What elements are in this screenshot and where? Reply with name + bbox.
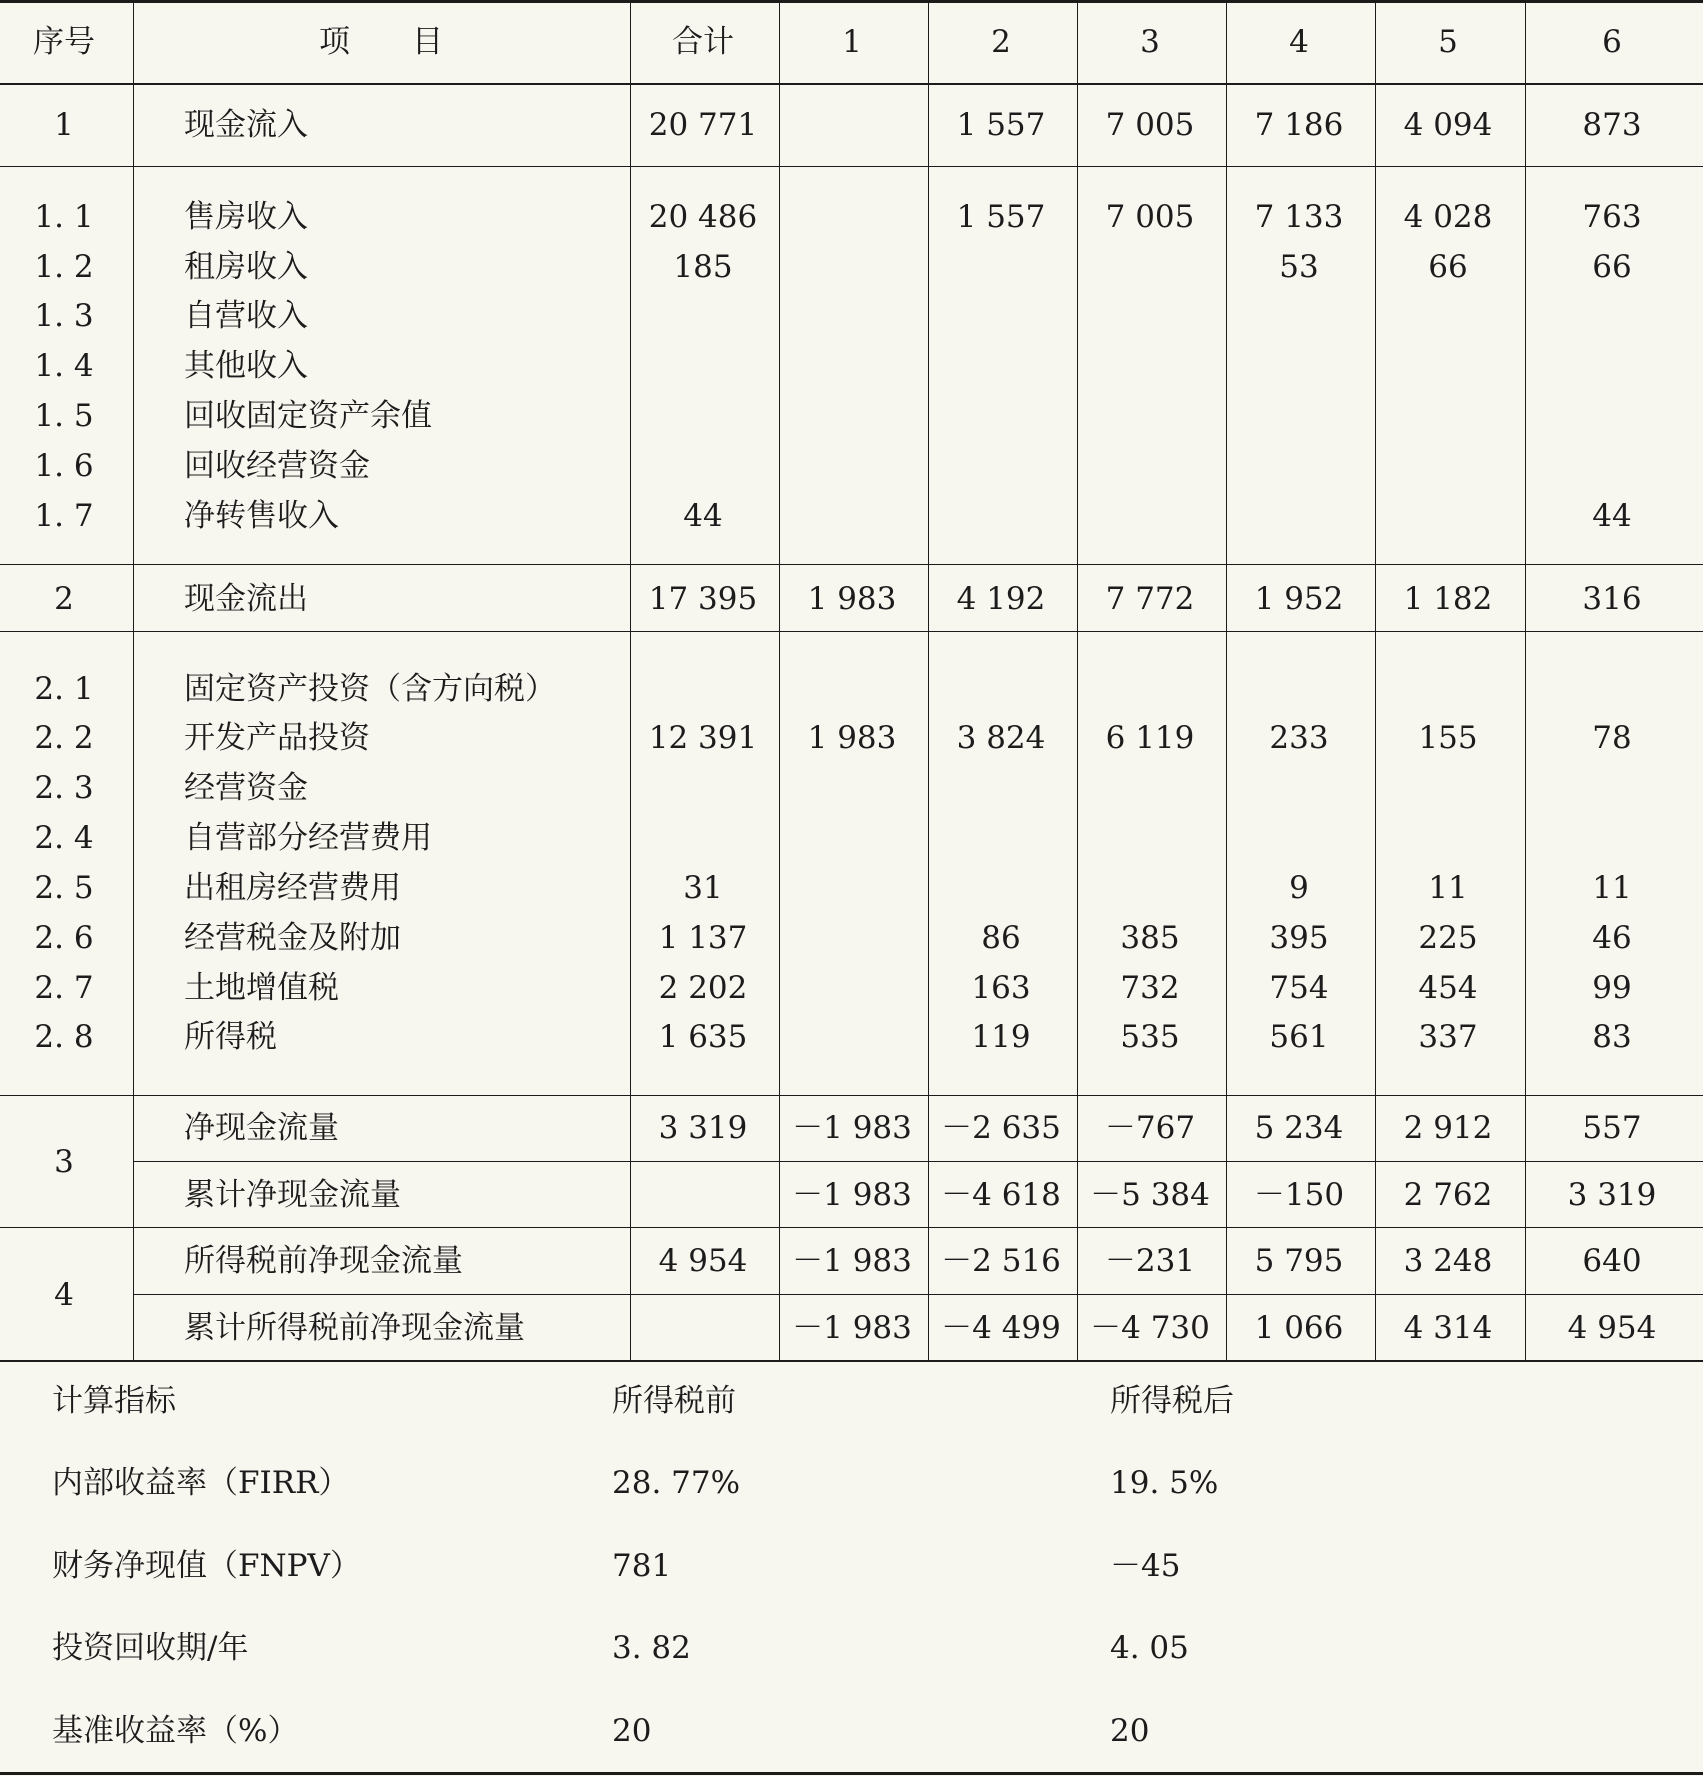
column-divider	[630, 0, 631, 1361]
row-year-value: 46	[1592, 920, 1632, 956]
row-total: 185	[673, 249, 733, 285]
row-seq: 2. 7	[34, 970, 94, 1006]
row-item-label: 自营部分经营费用	[184, 820, 432, 856]
row-item-label: 其他收入	[184, 348, 308, 384]
row-seq: 2. 8	[34, 1019, 94, 1055]
row-total: 17 395	[648, 581, 758, 617]
header-year-6: 6	[1602, 24, 1622, 60]
row-year-value: 316	[1582, 581, 1642, 617]
row-item-label: 自营收入	[184, 298, 308, 334]
column-divider	[1077, 0, 1078, 1361]
row-year-value: 225	[1418, 920, 1478, 956]
sub-row-divider	[133, 1161, 1703, 1162]
row-year-value: －150	[1253, 1177, 1345, 1213]
column-divider	[1525, 0, 1526, 1361]
row-year-value: 7 005	[1105, 199, 1195, 235]
row-year-value: 4 028	[1403, 199, 1493, 235]
row-total: 1 635	[658, 1019, 748, 1055]
indicator-name: 内部收益率（FIRR）	[52, 1465, 350, 1501]
column-divider	[1375, 0, 1376, 1361]
row-year-value: 640	[1582, 1243, 1642, 1279]
row-year-value: 155	[1418, 720, 1478, 756]
header-year-2: 2	[991, 24, 1011, 60]
row-item-label: 租房收入	[184, 249, 308, 285]
row-seq: 2. 2	[34, 720, 94, 756]
indicator-value: 4. 05	[1110, 1630, 1189, 1666]
indicator-value: 20	[612, 1713, 652, 1749]
header-bottom-rule	[0, 83, 1703, 85]
indicator-value: 781	[612, 1548, 672, 1584]
indicator-value: －45	[1110, 1548, 1181, 1584]
table-top-rule	[0, 0, 1703, 3]
row-year-value: 99	[1592, 970, 1632, 1006]
row-year-value: 1 983	[807, 581, 897, 617]
row-item-label: 固定资产投资（含方向税）	[184, 671, 556, 707]
row-year-value: 9	[1289, 870, 1309, 906]
row-year-value: 732	[1120, 970, 1180, 1006]
row-item-label: 土地增值税	[184, 970, 339, 1006]
row-year-value: 78	[1592, 720, 1632, 756]
row-year-value: 11	[1428, 870, 1468, 906]
header-item: 项 目	[319, 24, 443, 60]
row-item-label: 净现金流量	[184, 1110, 339, 1146]
indicator-header: 所得税后	[1110, 1383, 1234, 1419]
row-item-label: 所得税前净现金流量	[184, 1243, 463, 1279]
row-divider	[0, 564, 1703, 565]
table-bottom-rule	[0, 1772, 1703, 1775]
row-year-value: 1 557	[956, 199, 1046, 235]
row-year-value: 44	[1592, 498, 1632, 534]
row-year-value: 3 319	[1567, 1177, 1657, 1213]
indicator-name: 财务净现值（FNPV）	[52, 1548, 361, 1584]
row-year-value: －1 983	[792, 1310, 912, 1346]
row-year-value: 1 983	[807, 720, 897, 756]
row-total: 1 137	[658, 920, 748, 956]
row-year-value: 2 912	[1403, 1110, 1493, 1146]
row-seq: 1. 4	[34, 348, 94, 384]
row-year-value: 7 005	[1105, 107, 1195, 143]
row-year-value: 7 772	[1105, 581, 1195, 617]
row-item-label: 经营税金及附加	[184, 920, 401, 956]
row-item-label: 出租房经营费用	[184, 870, 401, 906]
row-year-value: 7 186	[1254, 107, 1344, 143]
row-seq: 2	[54, 581, 74, 617]
row-year-value: 337	[1418, 1019, 1478, 1055]
indicator-value: 3. 82	[612, 1630, 691, 1666]
row-year-value: 2 762	[1403, 1177, 1493, 1213]
header-year-4: 4	[1289, 24, 1309, 60]
row-year-value: 83	[1592, 1019, 1632, 1055]
row-year-value: －1 983	[792, 1110, 912, 1146]
row-total: 20 771	[648, 107, 758, 143]
row-year-value: 395	[1269, 920, 1329, 956]
indicator-value: 19. 5%	[1110, 1465, 1219, 1501]
row-year-value: 86	[981, 920, 1021, 956]
row-year-value: －2 635	[941, 1110, 1061, 1146]
row-seq: 4	[54, 1277, 74, 1313]
row-year-value: 4 192	[956, 581, 1046, 617]
row-year-value: 4 314	[1403, 1310, 1493, 1346]
row-item-label: 回收固定资产余值	[184, 398, 432, 434]
header-year-3: 3	[1140, 24, 1160, 60]
row-total: 4 954	[658, 1243, 748, 1279]
row-year-value: －4 499	[941, 1310, 1061, 1346]
row-total: 44	[683, 498, 723, 534]
row-year-value: －231	[1104, 1243, 1196, 1279]
row-divider	[0, 1227, 1703, 1228]
row-item-label: 开发产品投资	[184, 720, 370, 756]
row-total: 2 202	[658, 970, 748, 1006]
row-year-value: －1 983	[792, 1177, 912, 1213]
row-divider	[0, 166, 1703, 167]
row-year-value: 163	[971, 970, 1031, 1006]
row-seq: 2. 3	[34, 770, 94, 806]
row-year-value: 4 094	[1403, 107, 1493, 143]
row-year-value: 6 119	[1105, 720, 1195, 756]
row-year-value: 119	[971, 1019, 1031, 1055]
row-divider	[0, 1095, 1703, 1096]
header-year-5: 5	[1438, 24, 1458, 60]
row-item-label: 回收经营资金	[184, 448, 370, 484]
row-item-label: 售房收入	[184, 199, 308, 235]
row-seq: 1. 3	[34, 298, 94, 334]
row-item-label: 累计净现金流量	[184, 1177, 401, 1213]
row-year-value: 5 795	[1254, 1243, 1344, 1279]
row-year-value: 454	[1418, 970, 1478, 1006]
row-year-value: 1 952	[1254, 581, 1344, 617]
row-year-value: 763	[1582, 199, 1642, 235]
row-seq: 1. 1	[34, 199, 94, 235]
row-year-value: 3 824	[956, 720, 1046, 756]
row-year-value: 873	[1582, 107, 1642, 143]
row-year-value: 754	[1269, 970, 1329, 1006]
row-year-value: 66	[1592, 249, 1632, 285]
row-year-value: －767	[1104, 1110, 1196, 1146]
indicator-value: 20	[1110, 1713, 1150, 1749]
header-year-1: 1	[842, 24, 862, 60]
row-seq: 2. 4	[34, 820, 94, 856]
row-total: 31	[683, 870, 723, 906]
row-year-value: 3 248	[1403, 1243, 1493, 1279]
indicator-name: 基准收益率（%）	[52, 1713, 299, 1749]
row-seq: 1. 2	[34, 249, 94, 285]
row-year-value: 5 234	[1254, 1110, 1344, 1146]
row-seq: 2. 1	[34, 671, 94, 707]
sub-row-divider	[133, 1294, 1703, 1295]
row-year-value: 1 182	[1403, 581, 1493, 617]
row-year-value: －1 983	[792, 1243, 912, 1279]
column-divider	[779, 0, 780, 1361]
row-year-value: 7 133	[1254, 199, 1344, 235]
row-year-value: 385	[1120, 920, 1180, 956]
row-seq: 3	[54, 1144, 74, 1180]
row-item-label: 所得税	[184, 1019, 277, 1055]
row-year-value: 557	[1582, 1110, 1642, 1146]
column-divider	[133, 0, 134, 1361]
row-year-value: －5 384	[1090, 1177, 1210, 1213]
row-year-value: －4 730	[1090, 1310, 1210, 1346]
row-year-value: 66	[1428, 249, 1468, 285]
row-item-label: 净转售收入	[184, 498, 339, 534]
row-year-value: 233	[1269, 720, 1329, 756]
row-total: 12 391	[648, 720, 758, 756]
header-seq: 序号	[33, 24, 95, 60]
row-year-value: 1 066	[1254, 1310, 1344, 1346]
row-total: 20 486	[648, 199, 758, 235]
header-total: 合计	[672, 24, 734, 60]
row-year-value: 1 557	[956, 107, 1046, 143]
row-seq: 1. 7	[34, 498, 94, 534]
row-year-value: －2 516	[941, 1243, 1061, 1279]
indicator-name: 投资回收期/年	[52, 1630, 249, 1666]
table-body-bottom-rule	[0, 1360, 1703, 1362]
indicator-value: 28. 77%	[612, 1465, 741, 1501]
row-item-label: 累计所得税前净现金流量	[184, 1310, 525, 1346]
row-year-value: 53	[1279, 249, 1319, 285]
row-seq: 2. 5	[34, 870, 94, 906]
row-seq: 1	[54, 107, 74, 143]
row-seq: 1. 6	[34, 448, 94, 484]
column-divider	[928, 0, 929, 1361]
row-item-label: 现金流入	[184, 107, 308, 143]
row-item-label: 现金流出	[184, 581, 308, 617]
row-total: 3 319	[658, 1110, 748, 1146]
row-item-label: 经营资金	[184, 770, 308, 806]
row-year-value: 11	[1592, 870, 1632, 906]
row-year-value: 561	[1269, 1019, 1329, 1055]
row-seq: 1. 5	[34, 398, 94, 434]
indicator-header: 所得税前	[612, 1383, 736, 1419]
indicator-header: 计算指标	[52, 1383, 176, 1419]
row-divider	[0, 631, 1703, 632]
row-year-value: －4 618	[941, 1177, 1061, 1213]
column-divider	[1226, 0, 1227, 1361]
row-year-value: 4 954	[1567, 1310, 1657, 1346]
row-seq: 2. 6	[34, 920, 94, 956]
row-year-value: 535	[1120, 1019, 1180, 1055]
